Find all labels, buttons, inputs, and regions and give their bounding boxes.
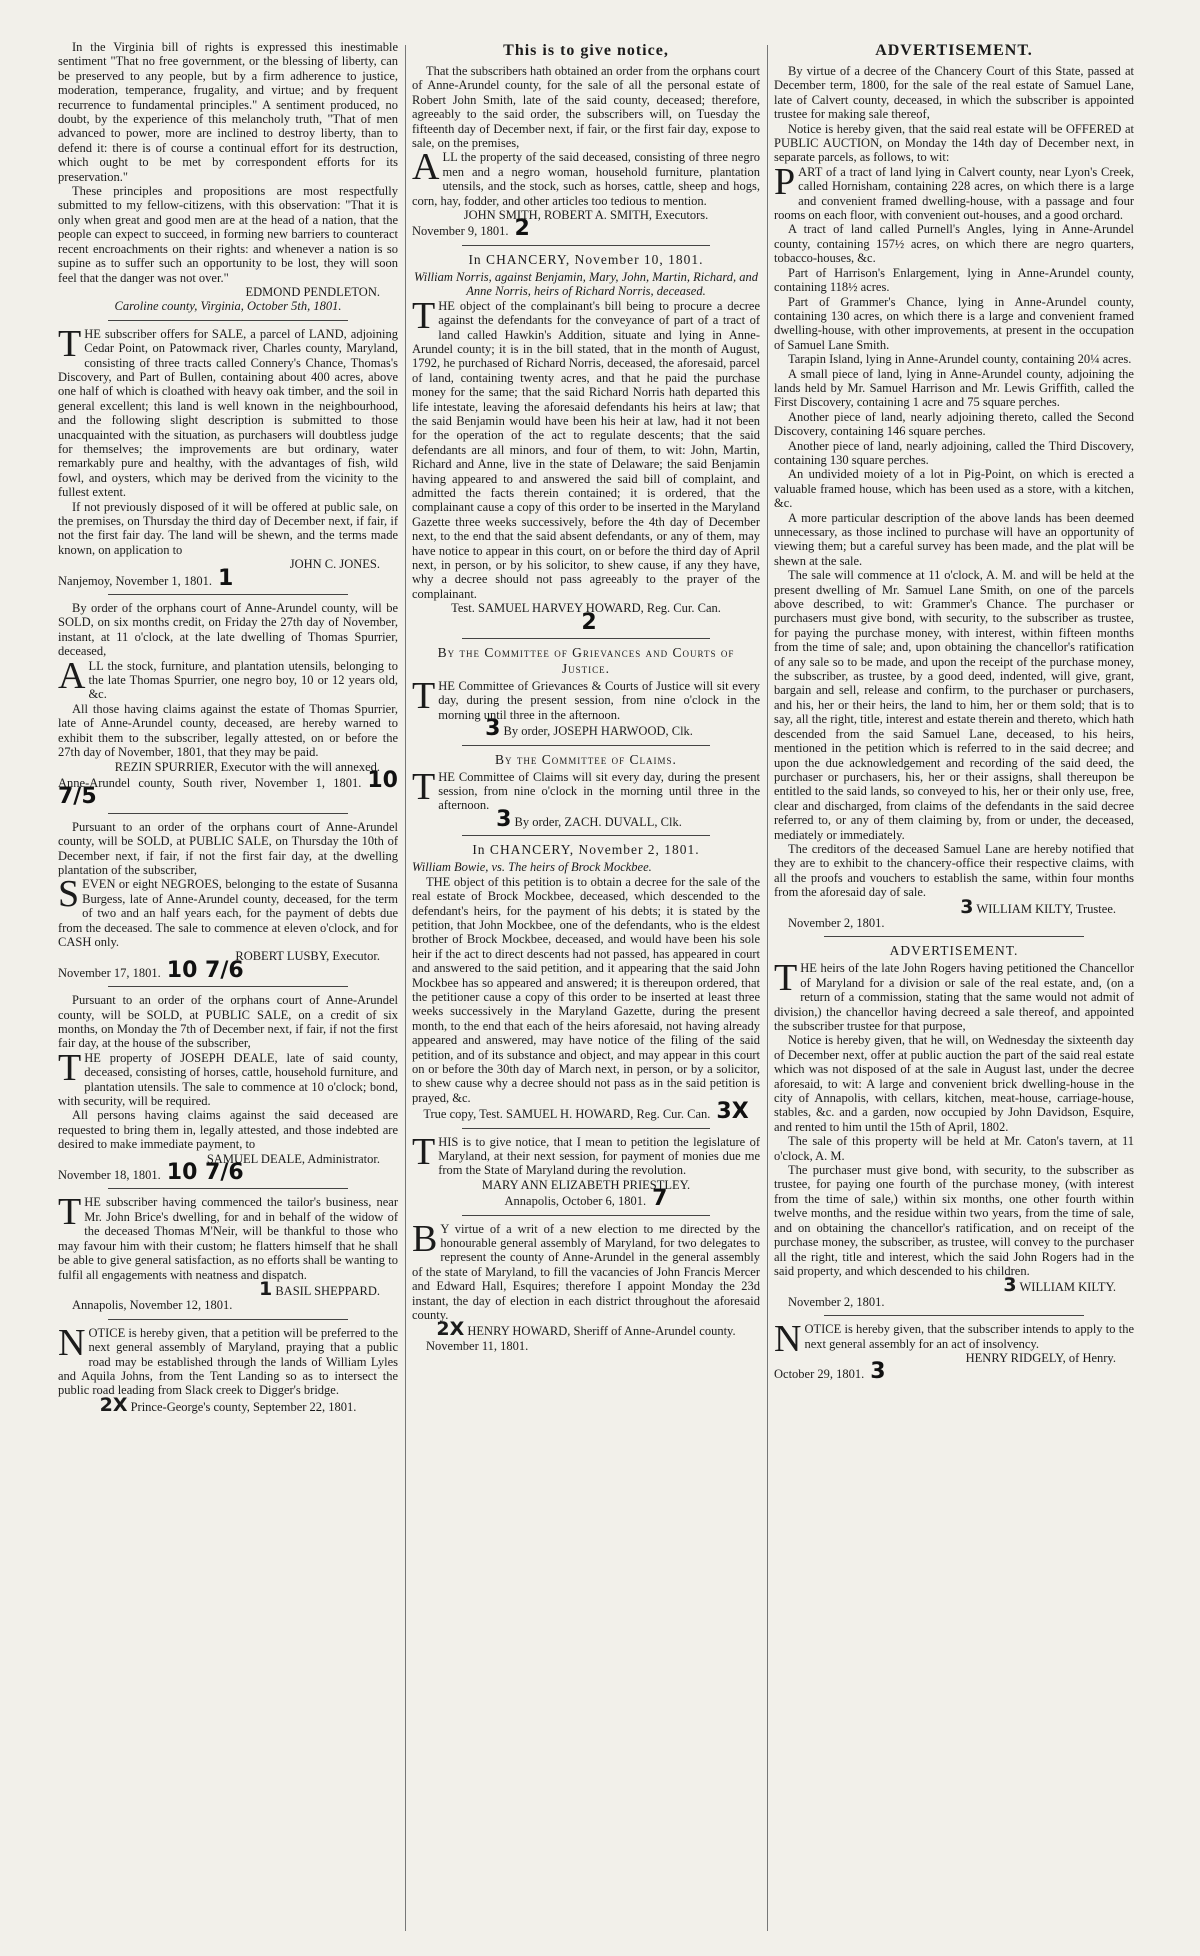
paragraph: These principles and propositions are most respectfully submitted to my fellow-citizens, with this observation: "That it is only when great and good men are at the head of a nation, that the people can expect to succeed, in forming new barriers to counteract recent encroachments on their rights: and whenever a nation is so supine as to suffer such an opportunity to be lost, they will soon feel that the danger was not over." xyxy=(58,184,398,285)
paragraph: The sale of this property will be held at Mr. Caton's tavern, at 11 o'clock, A. M. xyxy=(774,1134,1134,1163)
paragraph: Tarapin Island, lying in Anne-Arundel county, containing 20¼ acres. xyxy=(788,352,1132,367)
handwritten-mark: 3 xyxy=(960,895,974,918)
separator xyxy=(462,1215,710,1216)
dateline: November 9, 1801. xyxy=(412,224,509,239)
drop-cap: A xyxy=(58,654,86,697)
handwritten-mark: 10 7/6 xyxy=(166,1160,244,1186)
advertisement-rogers-heirs xyxy=(774,943,1134,1309)
column-rule xyxy=(767,45,768,1931)
heading: By the Committee of Claims. xyxy=(495,751,677,767)
separator xyxy=(462,638,710,639)
heading: In CHANCERY, November 2, 1801. xyxy=(472,842,700,858)
dateline: Prince-George's county, September 22, 1801. xyxy=(130,1399,357,1414)
paragraph: HE Committee of Grievances & Courts of Justice will sit every day, during the present session, from nine o'clock in the morning until three in the afternoon. xyxy=(438,679,760,722)
advertisement-pendleton xyxy=(58,40,398,314)
signature: BASIL SHEPPARD. xyxy=(275,1283,380,1298)
signature: By order, JOSEPH HARWOOD, Clk. xyxy=(503,724,693,739)
paragraph: Part of Grammer's Chance, lying in Anne-Arundel county, containing 130 acres, on which there is a large and convenient framed dwelling-house, with other improvements, at present in the occupation of Samuel Lane Smith. xyxy=(774,294,1134,352)
handwritten-mark: 10 7/5 xyxy=(58,767,398,810)
signature: SAMUEL DEALE, Administrator. xyxy=(206,1151,380,1166)
advertisement-election xyxy=(412,1217,760,1354)
handwritten-mark: 2 xyxy=(581,609,597,635)
dateline: November 18, 1801. xyxy=(58,1168,161,1183)
advertisement-lusby xyxy=(58,819,398,983)
paragraph: Part of Harrison's Enlargement, lying in Anne-Arundel county, containing 118½ acres. xyxy=(774,265,1134,295)
advertisement-spurrier xyxy=(58,601,398,810)
handwritten-mark: 7 xyxy=(652,1186,668,1212)
dateline: November 2, 1801. xyxy=(788,1294,885,1309)
dateline: November 11, 1801. xyxy=(426,1338,529,1353)
signature: WILLIAM KILTY, Trustee. xyxy=(976,901,1116,916)
handwritten-mark: 1 xyxy=(258,1277,273,1300)
paragraph: ART of a tract of land lying in Calvert county, near Lyon's Creek, called Hornisham, containing 228 acres, on which there is a large and convenient framed dwelling-house, with a passage and four rooms on each floor, with convenient out-houses, and a good orchard. xyxy=(774,164,1134,223)
dateline: November 2, 1801. xyxy=(788,915,885,930)
chancery-norris xyxy=(412,251,760,635)
advertisement-priestley xyxy=(412,1130,760,1212)
paragraph: An undivided moiety of a lot in Pig-Point, on which is erected a valuable framed house, which has been used as a store, with a kitchen, &c. xyxy=(774,467,1134,511)
separator xyxy=(462,245,710,246)
paragraph: HE Committee of Claims will sit every day, during the present session, from nine o'clock in the morning until three in the afternoon. xyxy=(438,769,760,813)
drop-cap: B xyxy=(412,1217,438,1260)
advertisement-ridgely xyxy=(774,1318,1134,1385)
signature: HENRY RIDGELY, of Henry. xyxy=(965,1350,1116,1365)
paragraph: HE subscriber having commenced the tailor's business, near Mr. John Brice's dwelling, for and in behalf of the widow of the deceased Thomas M'Neir, will be thankful to those who may favour him with their custom; he flatters himself that he shall be able to give general satisfaction, as no efforts shall be wanting to fulfil all engagements with neatness and dispatch. xyxy=(58,1195,398,1282)
signature: ROBERT LUSBY, Executor. xyxy=(235,949,380,964)
paragraph: A small piece of land, lying in Anne-Arundel county, adjoining the lands held by Mr. Samuel Harrison and Mr. Lewis Griffith, called the First Discovery, containing 1 acre and 75 square perches. xyxy=(774,366,1134,410)
column-2 xyxy=(412,40,760,1946)
drop-cap: T xyxy=(774,957,798,1000)
paragraph: A more particular description of the above lands has been deemed unnecessary, as those inclined to purchase will have an opportunity of viewing them; but a careful survey has been made, and the plat will be shewn at the sale. xyxy=(774,510,1134,568)
handwritten-mark: 2X xyxy=(99,1393,128,1416)
drop-cap: T xyxy=(58,1046,82,1089)
dateline: Annapolis, October 6, 1801. xyxy=(504,1194,647,1209)
advertisement-smith-executors xyxy=(412,42,760,242)
heading: ADVERTISEMENT. xyxy=(889,943,1019,959)
paragraph: Another piece of land, nearly adjoining thereto, called the Second Discovery, containing 146 square perches. xyxy=(774,409,1134,439)
paragraph: HE subscriber offers for SALE, a parcel of LAND, adjoining Cedar Point, on Patowmack river, Charles county, Maryland, consisting of three tracts called Connery's Chance, Thomas's Discovery, and Part of Bullen, containing about 400 acres, above one half of which is cloathed with heavy oak timber, and the soil in general excellent; this land is well known in the neighbourhood, and the following slight description is submitted to those unacquainted with the situation, as purchasers will doubtless judge for themselves; the improvements are but ordinary, water remarkably pure and healthy, with the advantages of fish, wild fowl, and oysters, which may be derived from the vicinity to the fullest extent. xyxy=(58,326,398,500)
separator xyxy=(108,320,348,321)
handwritten-mark: 3 xyxy=(496,806,512,832)
paragraph: All those having claims against the estate of Thomas Spurrier, late of Anne-Arundel county, deceased, are hereby warned to exhibit them to the subscriber, legally attested, on or before the 27th day of November, 1801, that they may be paid. xyxy=(58,701,398,760)
separator xyxy=(824,1315,1084,1316)
handwritten-mark: 3 xyxy=(870,1359,886,1385)
advertisement-lane-estate xyxy=(774,42,1134,930)
dateline: November 17, 1801. xyxy=(58,965,161,980)
signature: True copy, Test. SAMUEL H. HOWARD, Reg. Cur. Can. xyxy=(423,1107,711,1122)
signature: By order, ZACH. DUVALL, Clk. xyxy=(514,814,682,829)
paragraph: HE object of the complainant's bill being to procure a decree against the defendants for the conveyance of part of a tract of land called Hawkin's Addition, situate and lying in Anne-Arundel county; it is in the bill stated, that in the month of August, 1792, he purchased of Richard Norris, deceased, the aforesaid, parcel of land, containing twenty acres, and that he paid the purchase money for the same; that the said Richard Norris hath departed this life intestate, leaving the aforesaid defendants his heirs at law; that the said Benjamin would have been his heir at law, had it not been for the operation of the act to regulate descents; that the said defendants are all minors, and four of them, to wit: John, Martin, Richard and Anne, live in the state of Delaware; the said Benjamin having appeared to and answered the said bill of complaint, and admitted the facts therein contained; it is ordered, that the complainant cause a copy of this order to be inserted in the Maryland Gazette three weeks successively, before the 4th day of December next, to the end that the said absent defendants, or any of them, may have notice to appear in this court, on or before the third day of April next, in person, or by his solicitor, to shew cause, if any they have, why a decree should not pass agreeably to the prayer of the complainant. xyxy=(412,298,760,601)
paragraph: OTICE is hereby given, that a petition will be preferred to the next general assembly of Maryland, praying that a public road may be established through the lands of William Lyles and Aquila Johns, from the Tent Landing so as to intersect the public road leading from Slack creek to Digger's bridge. xyxy=(58,1325,398,1398)
drop-cap: S xyxy=(58,873,80,916)
paragraph: The creditors of the deceased Samuel Lane are hereby notified that they are to exhibit to the chancery-office their respective claims, with all the proofs and vouchers to establish the same, within four months from the aforesaid day of sale. xyxy=(774,841,1134,900)
paragraph: LL the property of the said deceased, consisting of three negro men and a negro woman, household furniture, plantation utensils, and the stock, such as horses, cattle, sheep and hogs, corn, hay, fodder, and other articles too tedious to mention. xyxy=(412,150,760,208)
separator xyxy=(462,835,710,836)
advertisement-land-sale-jones xyxy=(58,322,398,591)
handwritten-mark: 10 7/6 xyxy=(166,957,244,983)
dateline: Annapolis, November 12, 1801. xyxy=(72,1298,233,1313)
paragraph: A tract of land called Purnell's Angles, lying in Anne-Arundel county, containing 157½ acres, on which there are negro quarters, tobacco-houses, &c. xyxy=(774,222,1134,266)
paragraph: EVEN or eight NEGROES, belonging to the estate of Susanna Burgess, late of Anne-Arundel county, deceased, for the term of two and an half years each, for the payment of debts due from the deceased. The sale to commence at eleven o'clock, and for CASH only. xyxy=(58,877,398,949)
paragraph: Another piece of land, nearly adjoining, called the Third Discovery, containing 130 square perches. xyxy=(774,438,1134,467)
signature: Test. SAMUEL HARVEY HOWARD, Reg. Cur. Can. xyxy=(451,601,721,616)
drop-cap: T xyxy=(412,1130,436,1173)
handwritten-mark: 1 xyxy=(218,565,234,591)
separator xyxy=(462,1128,710,1129)
drop-cap: P xyxy=(774,160,796,203)
paragraph: By virtue of a decree of the Chancery Court of this State, passed at December term, 1800, for the sale of the real estate of Samuel Lane, late of Calvert county, deceased, in which the subscriber is appointed trustee for making sale thereof, xyxy=(774,64,1134,122)
drop-cap: T xyxy=(412,765,436,808)
dateline: Caroline county, Virginia, October 5th, 1801. xyxy=(114,299,342,314)
paragraph: Pursuant to an order of the orphans court of Anne-Arundel county, will be SOLD, at PUBLIC SALE, on a credit of six months, on Monday the 7th of December next, if fair, if not the first fair day, at the house of the subscriber, xyxy=(58,993,398,1051)
drop-cap: T xyxy=(412,294,436,337)
committee-claims xyxy=(412,752,760,830)
drop-cap: N xyxy=(58,1321,86,1364)
drop-cap: T xyxy=(412,675,436,718)
paragraph: In the Virginia bill of rights is expressed this inestimable sentiment "That no free government, or the blessing of liberty, can be preserved to any people, but by a firm adherence to justice, moderation, temperance, frugality, and virtue; and by frequent recurrence to fundamental principles." A sentiment produced, no doubt, by the experience of this melancholy truth, "That of men advanced to power, more are inclined to destroy liberty, than to defend it: there is of course a continual effort for its destruction, which ought to be met by correspondent efforts for its preservation." xyxy=(58,40,398,184)
paragraph: THE object of this petition is to obtain a decree for the sale of the real estate of Brock Mockbee, deceased, which descended to the defendant's heirs, for the payment of his debts; it is stated by the petition, that John Mockbee, one of the defendants, who is the eldest brother of Brock Mockbee, deceased, and would have been his sole heir if the act to direct descents had not passed, has appeared in court and answered to the said petition, and it appearing that the said John Mockbee has so appeared and answered; it is thereupon ordered, that the petitioner cause a copy of this order to be inserted at least three weeks successively in the Maryland Gazette, during the present month, to the end that each of the heirs aforesaid, not having already appeared and answered, may have notice of the filing of the said petition, and of its substance and object, and may appear in this court on or before the 30th day of March next, in person, or by a solicitor, to shew cause why a decree should not pass as in the said petition is prayed, &c. xyxy=(412,874,760,1105)
signature: REZIN SPURRIER, Executor with the will annexed. xyxy=(114,759,380,774)
separator xyxy=(108,1188,348,1189)
chancery-mockbee xyxy=(412,842,760,1125)
paragraph: Notice is hereby given, that he will, on Wednesday the sixteenth day of December next, offer at public auction the part of the said real estate which was not disposed of at the sale in August last, under the decree aforesaid, to wit: A large and convenient brick dwelling-house in the city of Annapolis, with cellars, kitchen, meat-house, carriage-house, stables, &c. and a garden, now occupied by John Davidson, Esquire, and rented to him until the 15th of April, 1802. xyxy=(774,1033,1134,1134)
column-3 xyxy=(774,40,1134,1946)
dateline: Anne-Arundel county, South river, November 1, 1801. xyxy=(58,775,362,790)
signature: MARY ANN ELIZABETH PRIESTLEY. xyxy=(481,1177,691,1192)
handwritten-mark: 3X xyxy=(716,1099,749,1125)
separator xyxy=(108,594,348,595)
advertisement-sheppard xyxy=(58,1191,398,1313)
signature: HENRY HOWARD, Sheriff of Anne-Arundel county. xyxy=(467,1324,736,1339)
drop-cap: T xyxy=(58,1191,82,1234)
handwritten-mark: 2X xyxy=(436,1318,465,1341)
signature: EDMOND PENDLETON. xyxy=(245,284,380,299)
paragraph: By order of the orphans court of Anne-Arundel county, will be SOLD, on six months credit, on Friday the 27th day of November, instant, at 11 o'clock, at the late dwelling of Thomas Spurrier, deceased, xyxy=(58,601,398,659)
separator xyxy=(108,813,348,814)
heading: In CHANCERY, November 10, 1801. xyxy=(468,251,704,267)
paragraph: Pursuant to an order of the orphans court of Anne-Arundel county, will be SOLD, at PUBLIC SALE, on Thursday the 10th of December next, if fair, if not the first fair day, at the dwelling plantation of the subscriber, xyxy=(58,819,398,877)
paragraph: If not previously disposed of it will be offered at public sale, on the premises, on Thursday the third day of December next, if fair, if not the first fair day. The land will be shewn, and the terms made known, on application to xyxy=(58,499,398,557)
column-1 xyxy=(58,40,398,1946)
handwritten-mark: 3 xyxy=(1003,1274,1017,1297)
paragraph: Y virtue of a writ of a new election to me directed by the honourable general assembly of Maryland, for two delegates to represent the county of Anne-Arundel in the general assembly of the state of Maryland, to fill the vacancies of John Francis Mercer and Edward Hall, Esquires; therefore I appoint Monday the 23d instant, the day of election in each district throughout the aforesaid county. xyxy=(412,1221,760,1323)
signature: JOHN C. JONES. xyxy=(289,557,380,572)
paragraph: That the subscribers hath obtained an order from the orphans court of Anne-Arundel county, for the sale of all the personal estate of Robert John Smith, late of the said county, deceased; therefore, agreeably to the said order, the subscribers will, on Tuesday the fifteenth day of December next, if fair, or the first fair day, expose to sale, on the premises, xyxy=(412,64,760,151)
dateline: Nanjemoy, November 1, 1801. xyxy=(58,573,213,588)
handwritten-mark: 3 xyxy=(485,716,501,742)
advertisement-road-petition xyxy=(58,1321,398,1416)
drop-cap: T xyxy=(58,322,82,365)
handwritten-mark: 2 xyxy=(514,216,530,242)
case-parties: William Norris, against Benjamin, Mary, John, Martin, Richard, and Anne Norris, heirs of Richard Norris, deceased. xyxy=(414,269,758,299)
separator xyxy=(824,936,1084,937)
paragraph: All persons having claims against the said deceased are requested to bring them in, legally attested, and those indebted are desired to make immediate payment, to xyxy=(58,1108,398,1152)
signature: JOHN SMITH, ROBERT A. SMITH, Executors. xyxy=(463,208,709,223)
paragraph: LL the stock, furniture, and plantation utensils, belonging to the late Thomas Spurrier, one negro boy, 10 or 12 years old, &c. xyxy=(88,658,398,702)
signature: WILLIAM KILTY. xyxy=(1019,1280,1116,1295)
advertisement-deale xyxy=(58,993,398,1186)
paragraph: The sale will commence at 11 o'clock, A. M. and will be held at the present dwelling of Mr. Samuel Lane Smith, on one of the parcels above described, to wit: Grammer's Chance. The purchaser or purchasers must give bond, with security, to the subscriber as trustee, for paying the purchase money, with interest, within fifteen months from the time of sale; and, upon obtaining the chancellor's ratification of any sale so to be made, and upon the receipt of the purchase money, the subscriber, as trustee, by a good deed, indented, will give, grant, bargain and sell, release and confirm, to the purchaser or purchasers, and his, her or their heirs, the land to him, her or them sold; that is to say, all the right, title, interest and estate therein and thereto, which hath descended from the said Samuel Lane, deceased, to his heirs, mentioned in the petition which is referred to in the said decree; and upon the due acknowledgement and recording of the said deed, the purchaser or purchasers, his, her or their assigns, shall thereupon be entitled to the said lands, so conveyed to his, her or their only use, free, clear and discharged, from claims of the defendants in the said decree referred to, or any of them claiming by, from or under, the deceased, mediately or immediately. xyxy=(774,568,1134,842)
drop-cap: N xyxy=(774,1318,802,1361)
dateline: October 29, 1801. xyxy=(774,1367,865,1382)
case-parties: William Bowie, vs. The heirs of Brock Mockbee. xyxy=(412,860,652,875)
paragraph: The purchaser must give bond, with security, to the subscriber as trustee, for paying one fourth of the purchase money, (with interest from the time of sale,) within six months, one other fourth within twelve months, and the residue within two years, from the time of sale, and on obtaining the chancellor's ratification, and on receipt of the purchase money, the subscriber, as trustee, will convey to the purchaser all the right, title and interest, which the said John Rogers had in the said property, and which descended to his children. xyxy=(774,1163,1134,1278)
committee-grievances xyxy=(412,645,760,742)
paragraph: OTICE is hereby given, that the subscriber intends to apply to the next general assembly for an act of insolvency. xyxy=(804,1322,1134,1351)
separator xyxy=(462,745,710,746)
separator xyxy=(108,1319,348,1320)
paragraph: HIS is to give notice, that I mean to petition the legislature of Maryland, at their next session, for payment of monies due me from the State of Maryland during the revolution. xyxy=(438,1134,760,1178)
heading: This is to give notice, xyxy=(503,42,669,59)
paragraph: HE heirs of the late John Rogers having petitioned the Chancellor of Maryland for a division or sale of the real estate, and, (on a return of a commission, stating that the same would not admit of division,) the chancellor having decreed a sale thereof, and appointed the subscriber trustee for that purpose, xyxy=(774,961,1134,1033)
paragraph: HE property of JOSEPH DEALE, late of said county, deceased, consisting of horses, cattle, household furniture, and plantation utensils. The sale to commence at 10 o'clock; bond, with security, will be required. xyxy=(58,1050,398,1109)
heading: By the Committee of Grievances and Courts of Justice. xyxy=(437,645,735,677)
column-rule xyxy=(405,45,406,1931)
heading: ADVERTISEMENT. xyxy=(875,42,1033,59)
drop-cap: A xyxy=(412,146,440,189)
separator xyxy=(108,986,348,987)
paragraph: Notice is hereby given, that the said real estate will be OFFERED at PUBLIC AUCTION, on Monday the 14th day of December next, in separate parcels, as follows, to wit: xyxy=(774,121,1134,165)
